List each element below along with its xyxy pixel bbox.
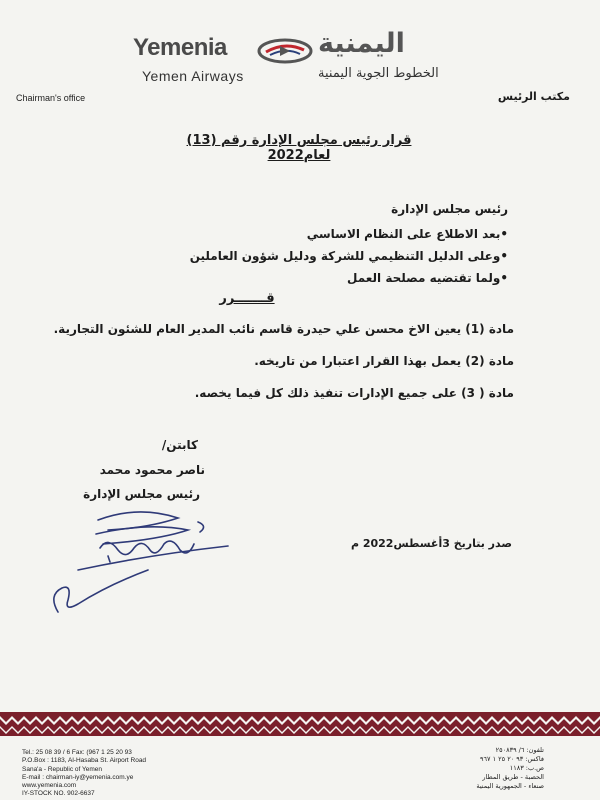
logo-english-subtitle: Yemen Airways <box>142 68 244 84</box>
footer-line: تلفون: ٦/ ٢٥٠٨٣٩ <box>495 746 544 754</box>
signatory-name: ناصر محمود محمد <box>99 463 205 477</box>
footer-line: Tel.: 25 08 39 / 6 Fax: (967 1 25 20 93 <box>22 749 132 756</box>
chairman-line: رئيس مجلس الإدارة <box>391 202 508 216</box>
logo-arabic: اليمنية <box>318 28 405 59</box>
logo-arabic-subtitle: الخطوط الجوية اليمنية <box>318 66 439 81</box>
preamble-bullet: •وعلى الدليل التنظيمي للشركة ودليل شؤون العاملين <box>189 249 508 263</box>
footer-line: P.O.Box : 1183, Al-Hasaba St. Airport Road <box>22 757 147 765</box>
footer-line: ص.ب: ١١٨٣ <box>509 764 544 772</box>
article-2: مادة (2) يعمل بهذا القرار اعتبارا من تاريخه. <box>254 354 514 368</box>
office-label-english: Chairman's office <box>16 93 86 103</box>
article-3: مادة ( 3) على جميع الإدارات تنفيذ ذلك كل فيما يخصه. <box>194 386 514 400</box>
signatory-position: رئيس مجلس الإدارة <box>83 487 200 501</box>
article-1: مادة (1) يعين الاخ محسن علي حيدرة قاسم نائب المدير العام للشئون التجارية. <box>53 322 514 336</box>
footer-line: E-mail : chairman-iy@yemenia.com.ye <box>22 773 134 781</box>
footer-contact-arabic <box>476 746 544 791</box>
decision-title: قرار رئيس مجلس الإدارة رقم (13) لعام2022 <box>186 133 412 163</box>
yemenia-logo-icon <box>256 37 314 65</box>
handwritten-signature <box>38 500 238 620</box>
footer-contact-english <box>22 749 146 799</box>
preamble-bullet: •بعد الاطلاع على النظام الاساسي <box>306 227 508 241</box>
footer-line: فاكس: ٩٣ ٢٠ ٢٥ ١ ٩٦٧ <box>480 755 544 763</box>
decision-heading: قـــــــرر <box>219 291 275 306</box>
signatory-rank: كابتن/ <box>161 438 198 452</box>
footer-line: www.yemenia.com <box>22 782 77 790</box>
preamble-bullet: •ولما تقتضيه مصلحة العمل <box>347 271 508 285</box>
logo-english: Yemenia <box>133 34 227 61</box>
footer-line: Sana'a - Republic of Yemen <box>22 765 103 773</box>
footer-line: صنعاء - الجمهورية اليمنية <box>476 782 544 790</box>
issue-date: صدر بتاريخ 3أغسطس2022 م <box>350 537 512 550</box>
footer-line: IY-STOCK NO. 902-6637 <box>22 790 95 798</box>
office-label-arabic: مكتب الرئيس <box>497 90 570 103</box>
footer-line: الحصبة - طريق المطار <box>482 773 544 781</box>
decorative-footer-band <box>0 712 600 736</box>
